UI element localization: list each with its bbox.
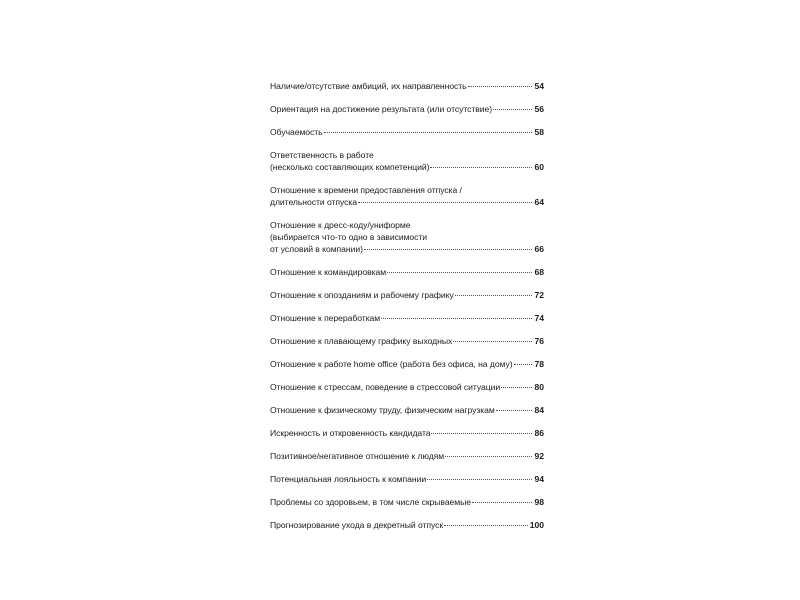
dot-leader: [468, 86, 532, 87]
toc-entry: [270, 184, 544, 208]
table-of-contents: [270, 80, 544, 542]
dot-leader: [514, 364, 532, 365]
toc-entry-last-line: [270, 80, 544, 92]
toc-entry-title-line: от условий в компании): [270, 244, 363, 254]
toc-entry: [270, 496, 544, 508]
dot-leader: [358, 202, 532, 203]
dot-leader: [493, 109, 532, 110]
toc-entry: [270, 149, 544, 173]
toc-entry: [270, 450, 544, 462]
toc-page-number: 60: [534, 162, 544, 172]
toc-entry-last-line: [270, 161, 544, 173]
toc-entry: [270, 312, 544, 324]
dot-leader: [472, 502, 532, 503]
dot-leader: [387, 272, 532, 273]
dot-leader: [444, 525, 528, 526]
dot-leader: [430, 167, 532, 168]
toc-entry-last-line: [270, 404, 544, 416]
dot-leader: [496, 410, 532, 411]
toc-entry: [270, 519, 544, 531]
toc-entry-title-line: Отношение к стрессам, поведение в стрессовой ситуации: [270, 382, 501, 392]
toc-entry: [270, 381, 544, 393]
toc-entry: [270, 473, 544, 485]
toc-entry-title-line: Отношение к опозданиям и рабочему графику: [270, 290, 454, 300]
toc-entry-title-line: Обучаемость: [270, 127, 323, 137]
toc-entry: [270, 219, 544, 255]
toc-page-number: 76: [534, 336, 544, 346]
toc-entry: [270, 289, 544, 301]
toc-page-number: 98: [534, 497, 544, 507]
toc-entry: [270, 103, 544, 115]
toc-entry-last-line: [270, 358, 544, 370]
toc-page-number: 56: [534, 104, 544, 114]
toc-entry-last-line: [270, 427, 544, 439]
toc-page-number: 86: [534, 428, 544, 438]
toc-page-number: 74: [534, 313, 544, 323]
toc-entry-title-line: длительности отпуска: [270, 197, 358, 207]
toc-entry-last-line: [270, 473, 544, 485]
toc-entry: [270, 404, 544, 416]
toc-entry-title-line: Ориентация на достижение результата (или отсутствие): [270, 104, 493, 114]
toc-entry-last-line: [270, 126, 544, 138]
toc-entry-last-line: [270, 289, 544, 301]
toc-entry-title-line: Отношение к дресс-коду/униформе: [270, 220, 411, 230]
toc-page-number: 58: [534, 127, 544, 137]
toc-page-number: 66: [534, 244, 544, 254]
dot-leader: [453, 341, 532, 342]
toc-page-number: 64: [534, 197, 544, 207]
toc-entry: [270, 126, 544, 138]
toc-entry-last-line: [270, 519, 544, 531]
toc-entry-title-line: Отношение к времени предоставления отпуска /: [270, 185, 462, 195]
toc-entry-title-line: Отношение к физическому труду, физическим нагрузкам: [270, 405, 495, 415]
toc-entry-last-line: [270, 312, 544, 324]
dot-leader: [501, 387, 532, 388]
toc-entry-title-line: Прогнозирование ухода в декретный отпуск: [270, 520, 444, 530]
toc-entry-last-line: [270, 196, 544, 208]
dot-leader: [455, 295, 532, 296]
dot-leader: [324, 132, 532, 133]
dot-leader: [364, 249, 532, 250]
toc-page-number: 80: [534, 382, 544, 392]
toc-entry: [270, 266, 544, 278]
toc-entry-title-line: (несколько составляющих компетенций): [270, 162, 430, 172]
dot-leader: [381, 318, 532, 319]
toc-entry-title-line: Ответственность в работе: [270, 150, 374, 160]
toc-entry-title-line: Искренность и откровенность кандидата: [270, 428, 431, 438]
toc-entry-title-line: Наличие/отсутствие амбиций, их направленность: [270, 81, 467, 91]
toc-entry-title-line: Позитивное/негативное отношение к людям: [270, 451, 445, 461]
toc-page-number: 78: [534, 359, 544, 369]
toc-entry-last-line: [270, 496, 544, 508]
toc-page-number: 84: [534, 405, 544, 415]
toc-entry-title-line: Отношение к переработкам: [270, 313, 381, 323]
toc-entry-last-line: [270, 450, 544, 462]
dot-leader: [431, 433, 532, 434]
toc-page-number: 54: [534, 81, 544, 91]
toc-page-number: 92: [534, 451, 544, 461]
toc-entry-title-line: Потенциальная лояльность к компании: [270, 474, 427, 484]
toc-entry: [270, 427, 544, 439]
toc-entry-last-line: [270, 335, 544, 347]
toc-entry-title-line: Отношение к работе home office (работа без офиса, на дому): [270, 359, 513, 369]
toc-entry: [270, 335, 544, 347]
toc-entry: [270, 358, 544, 370]
toc-entry: [270, 80, 544, 92]
toc-page-number: 100: [529, 520, 544, 530]
toc-entry-title-line: Отношение к командировкам: [270, 267, 387, 277]
toc-entry-last-line: [270, 266, 544, 278]
toc-entry-last-line: [270, 243, 544, 255]
toc-entry-title-line: Отношение к плавающему графику выходных: [270, 336, 453, 346]
dot-leader: [445, 456, 532, 457]
toc-page-number: 94: [534, 474, 544, 484]
toc-entry-last-line: [270, 103, 544, 115]
toc-page-number: 68: [534, 267, 544, 277]
toc-entry-title-line: Проблемы со здоровьем, в том числе скрываемые: [270, 497, 471, 507]
toc-entry-title-line: (выбирается что-то одно в зависимости: [270, 232, 428, 242]
toc-entry-last-line: [270, 381, 544, 393]
toc-page-number: 72: [534, 290, 544, 300]
dot-leader: [427, 479, 532, 480]
